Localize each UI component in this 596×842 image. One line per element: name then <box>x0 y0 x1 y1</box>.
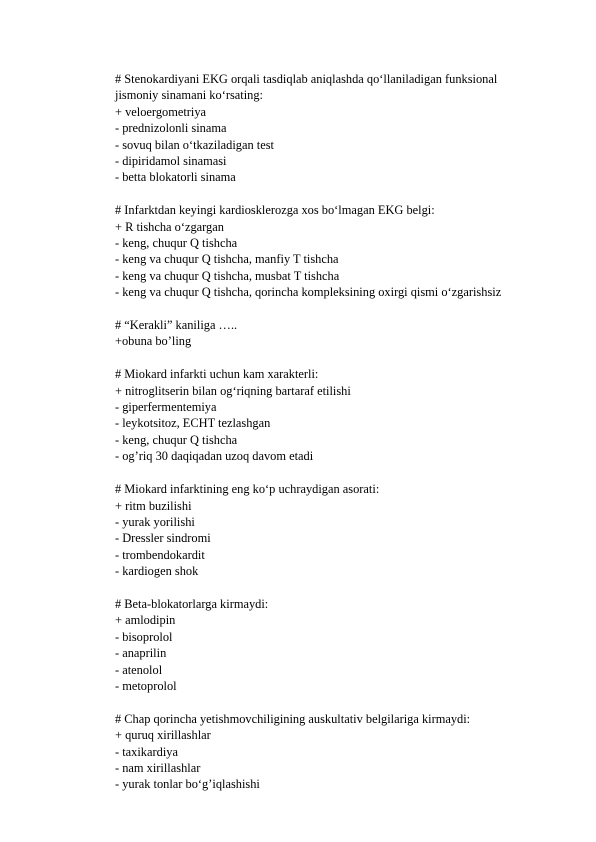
answer-option: - taxikardiya <box>115 744 178 759</box>
question-text-continued: jismoniy sinamani ko‘rsating: <box>115 88 263 103</box>
answer-correct: + R tishcha o‘zgargan <box>115 219 224 234</box>
answer-option: - keng va chuqur Q tishcha, musbat T tishcha <box>115 268 340 283</box>
answer-option: - kardiogen shok <box>115 564 199 579</box>
document-page <box>115 71 575 809</box>
answer-correct: + ritm buzilishi <box>115 498 192 513</box>
answer-option: - sovuq bilan o‘tkaziladigan test <box>115 137 274 152</box>
question-text: # Infarktdan keyingi kardiosklerozga xos bo‘lmagan EKG belgi: <box>115 203 435 218</box>
answer-option: - dipiridamol sinamasi <box>115 154 227 169</box>
answer-option: - atenolol <box>115 662 163 677</box>
answer-option: - Dressler sindromi <box>115 531 211 546</box>
question-text: # “Kerakli” kaniliga ….. <box>115 318 238 333</box>
answer-option: - og’riq 30 daqiqadan uzoq davom etadi <box>115 449 314 464</box>
answer-option: - keng va chuqur Q tishcha, qorincha kompleksining oxirgi qismi o‘zgarishsiz <box>115 285 502 300</box>
question-block <box>115 481 575 579</box>
question-block <box>115 71 575 186</box>
answer-option: - trombendokardit <box>115 547 205 562</box>
question-block <box>115 202 575 300</box>
answer-option: - nam xirillashlar <box>115 760 201 775</box>
answer-correct: + nitroglitserin bilan og‘riqning bartaraf etilishi <box>115 383 351 398</box>
answer-option: - leykotsitoz, ECHT tezlashgan <box>115 416 271 431</box>
answer-correct: + quruq xirillashlar <box>115 728 211 743</box>
answer-option: - yurak tonlar bo‘g’iqlashishi <box>115 777 260 792</box>
answer-option: - keng, chuqur Q tishcha <box>115 236 238 251</box>
answer-correct: + amlodipin <box>115 613 176 628</box>
answer-option: - keng va chuqur Q tishcha, manfiy T tishcha <box>115 252 339 267</box>
answer-option: - yurak yorilishi <box>115 514 195 529</box>
question-text: # Chap qorincha yetishmovchiligining auskultativ belgilariga kirmaydi: <box>115 711 471 726</box>
answer-option: - anaprilin <box>115 646 167 661</box>
answer-option: - keng, chuqur Q tishcha <box>115 432 238 447</box>
question-block <box>115 366 575 464</box>
question-text: # Miokard infarktining eng ko‘p uchraydigan asorati: <box>115 482 380 497</box>
question-block <box>115 317 575 350</box>
answer-option: - bisoprolol <box>115 629 173 644</box>
question-block <box>115 711 575 793</box>
question-block <box>115 596 575 694</box>
answer-correct: + veloergometriya <box>115 104 207 119</box>
answer-correct: +obuna bo’ling <box>115 334 192 349</box>
answer-option: - metoprolol <box>115 678 177 693</box>
question-text: # Beta-blokatorlarga kirmaydi: <box>115 596 269 611</box>
answer-option: - prednizolonli sinama <box>115 121 227 136</box>
answer-option: - betta blokatorli sinama <box>115 170 236 185</box>
question-text: # Stenokardiyani EKG orqali tasdiqlab aniqlashda qo‘llaniladigan funksional <box>115 72 498 86</box>
question-text: # Miokard infarkti uchun kam xarakterli: <box>115 367 319 382</box>
answer-option: - giperfermentemiya <box>115 400 217 415</box>
